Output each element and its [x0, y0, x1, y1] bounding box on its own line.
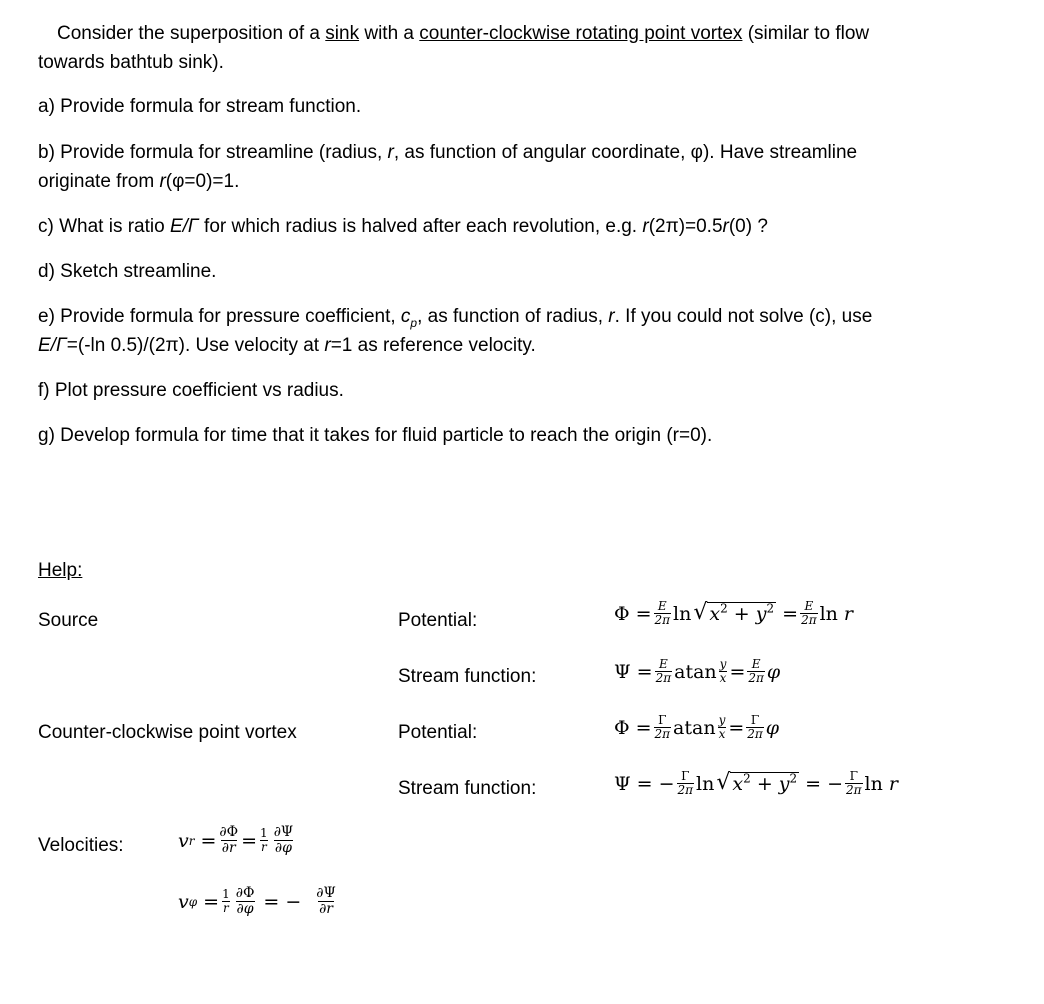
minus: − — [285, 890, 302, 913]
frac-num: Γ — [849, 769, 858, 783]
psi-symbol: Ψ — [614, 772, 631, 795]
frac-num: 1 — [222, 887, 230, 901]
frac-den: ∂r — [319, 901, 333, 917]
b-r-symbol: r — [387, 142, 394, 163]
c-r2: r — [722, 216, 729, 237]
c-text-post: (0) ? — [728, 216, 768, 237]
b2-text-post: (φ=0)=1. — [165, 171, 240, 192]
question-b-line-1 — [38, 138, 857, 167]
equals: = — [728, 716, 745, 739]
b2-r-symbol: r — [159, 171, 166, 192]
equals: = — [241, 829, 258, 852]
e2-r: r — [324, 335, 331, 356]
phi-symbol: Φ — [614, 716, 630, 739]
e-r: r — [608, 306, 615, 327]
c-r1: r — [642, 216, 649, 237]
e-text-post: . If you could not solve (c), use — [614, 306, 873, 327]
var-r: r — [888, 772, 898, 795]
var-r: r — [843, 602, 854, 625]
e-text-mid: , as function of radius, — [417, 306, 609, 327]
source-stream-label: Stream function: — [398, 666, 537, 687]
vortex-stream-label: Stream function: — [398, 778, 537, 799]
ln-text: ln — [696, 772, 715, 795]
frac-den: 2π — [655, 671, 672, 685]
c-text: c) What is ratio — [38, 216, 170, 237]
equals: = — [635, 602, 652, 625]
equals: = — [636, 772, 653, 795]
frac-den: r — [223, 901, 229, 915]
vortex-underlined-text: counter-clockwise rotating point vortex — [419, 23, 743, 44]
frac-den: 2π — [677, 783, 694, 797]
vortex-potential-formula — [614, 714, 779, 741]
minus: − — [658, 772, 675, 795]
velocities-label: Velocities: — [38, 835, 124, 856]
equals: = — [729, 660, 746, 683]
frac-den: 2π — [748, 671, 764, 685]
frac-num: E — [657, 599, 667, 613]
ln-text: ln — [819, 602, 838, 625]
frac-num: ∂Ψ — [316, 885, 336, 901]
frac-den: 2π — [654, 727, 671, 741]
var-phi: φ — [765, 716, 780, 739]
velocity-phi-formula: v φ = $\frac{1}{r}$ $\frac{\partial\Phi}{\partial\varphi}$ = − $\frac{\partial\Psi}{\partial r}$ — [178, 885, 336, 917]
var-y: y — [755, 603, 767, 625]
e-text: e) Provide formula for pressure coefficient, — [38, 306, 401, 327]
frac-num: 1 — [260, 826, 268, 840]
exp-2: 2 — [743, 771, 751, 786]
atan-text: atan — [673, 716, 716, 739]
question-d: d) Sketch streamline. — [38, 261, 217, 282]
frac-den: 2π — [846, 783, 862, 797]
exp-2: 2 — [720, 601, 728, 616]
intro-text-suffix: (similar to flow — [742, 23, 870, 44]
equals: = — [636, 660, 653, 683]
equals: = — [200, 829, 217, 852]
var-x: x — [732, 773, 744, 795]
c-ratio: E/Γ — [169, 216, 199, 237]
frac-den: ∂φ — [274, 840, 292, 856]
intro-text: Consider the superposition of a — [57, 23, 326, 44]
e2-ratio: E/Γ — [38, 335, 67, 356]
frac-num: y — [718, 713, 726, 727]
ln-text: ln — [864, 772, 883, 795]
psi-symbol: Ψ — [614, 660, 631, 683]
question-a: a) Provide formula for stream function. — [38, 96, 362, 117]
frac-den: 2π — [654, 613, 671, 627]
e2-text-mid: =(-ln 0.5)/(2π). Use velocity at — [66, 335, 325, 356]
e2-text-post: =1 as reference velocity. — [330, 335, 536, 356]
intro-line-2: towards bathtub sink). — [38, 52, 224, 73]
var-phi: φ — [766, 660, 781, 683]
c-text-mid2: (2π)=0.5 — [648, 216, 723, 237]
minus: − — [827, 772, 843, 795]
b-text-post: , as function of angular coordinate, φ). Have streamline — [393, 142, 858, 163]
velocity-r-formula: v r = $\frac{\partial\Phi}{\partial r}$ = $\frac{1}{r}$ $\frac{\partial\Psi}{\partial\varphi}$ — [178, 824, 294, 856]
frac-num: Γ — [681, 769, 690, 783]
equals: = — [635, 716, 652, 739]
frac-den: 2π — [801, 613, 817, 627]
var-y: y — [778, 773, 790, 795]
question-f: f) Plot pressure coefficient vs radius. — [38, 380, 344, 401]
ln-text: ln — [673, 602, 692, 625]
question-e-line-2 — [38, 331, 536, 360]
frac-den: 2π — [747, 727, 763, 741]
exp-2: 2 — [766, 601, 775, 616]
question-g: g) Develop formula for time that it takes for fluid particle to reach the origin (r=0). — [38, 425, 713, 446]
source-stream-formula — [614, 658, 780, 685]
question-b-line-2 — [38, 167, 239, 196]
intro-line-1 — [57, 19, 869, 48]
sqrt-symbol: √ — [693, 600, 708, 625]
frac-num: E — [804, 599, 814, 613]
frac-num: E — [658, 657, 668, 671]
sink-link-text: sink — [325, 23, 360, 44]
b-text: b) Provide formula for streamline (radius, — [38, 142, 388, 163]
source-potential-formula — [614, 600, 853, 627]
frac-num: Γ — [750, 713, 760, 727]
atan-text: atan — [674, 660, 717, 683]
equals: = — [782, 602, 799, 625]
var-x: x — [709, 603, 721, 625]
frac-num: E — [751, 657, 761, 671]
frac-num: ∂Φ — [219, 824, 239, 840]
vortex-stream-formula — [614, 770, 898, 797]
frac-den: x — [719, 671, 727, 685]
source-potential-label: Potential: — [398, 610, 478, 631]
c-text-mid: for which radius is halved after each revolution, e.g. — [198, 216, 643, 237]
sqrt-symbol: √ — [716, 770, 731, 795]
frac-den: x — [718, 727, 726, 741]
var-v: v — [178, 890, 189, 913]
var-v: v — [178, 829, 189, 852]
e-cp-sub: p — [410, 315, 418, 330]
phi-symbol: Φ — [614, 602, 630, 625]
frac-den: ∂r — [221, 840, 236, 856]
equals: = — [203, 890, 220, 913]
frac-num: ∂Ψ — [273, 824, 294, 840]
source-label: Source — [38, 610, 99, 631]
vortex-potential-label: Potential: — [398, 722, 478, 743]
frac-den: r — [260, 840, 267, 854]
equals: = — [805, 772, 822, 795]
b2-text: originate from — [38, 171, 160, 192]
frac-num: ∂Φ — [235, 885, 255, 901]
question-c — [38, 212, 768, 241]
vortex-label: Counter-clockwise point vortex — [38, 722, 297, 743]
question-e-line-1 — [38, 302, 872, 331]
equals: = — [263, 890, 280, 913]
e-cp: c — [400, 306, 411, 327]
plus: + — [733, 603, 750, 625]
intro-text-mid: with a — [359, 23, 420, 44]
plus: + — [756, 773, 773, 795]
exp-2: 2 — [789, 771, 798, 786]
help-title: Help: — [38, 560, 83, 581]
frac-num: y — [719, 657, 727, 671]
frac-den: ∂φ — [236, 901, 254, 917]
frac-num: Γ — [658, 713, 667, 727]
